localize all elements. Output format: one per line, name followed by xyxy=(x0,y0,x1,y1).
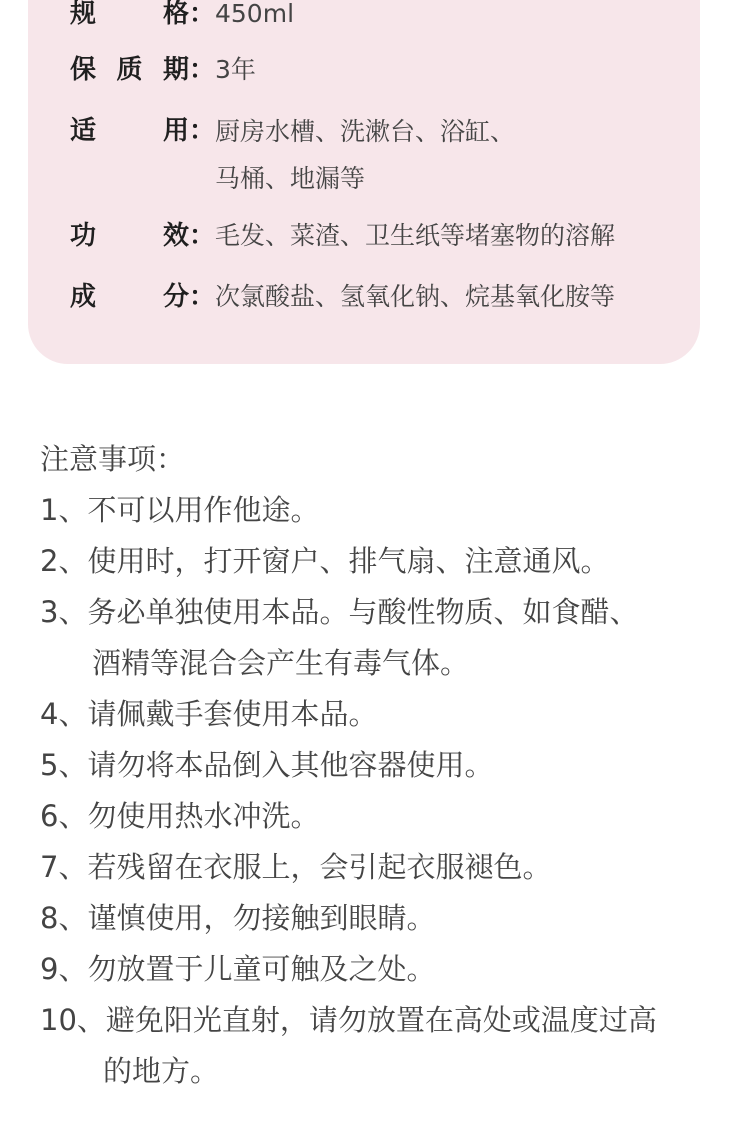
spec-label-char: 分 xyxy=(162,282,189,312)
note-item: 3、务必单独使用本品。与酸性物质、如食醋、 xyxy=(40,595,639,629)
note-item: 6、勿使用热水冲洗。 xyxy=(40,799,320,833)
note-item: 7、若残留在衣服上，会引起衣服褪色。 xyxy=(40,850,552,884)
spec-label-char: 功 xyxy=(70,221,97,251)
spec-value-shelf-life: 3年 xyxy=(215,55,256,84)
spec-label-ingredients xyxy=(70,280,215,314)
spec-label-effect xyxy=(70,219,215,253)
spec-label-char: 格 xyxy=(162,0,189,29)
spec-value-usage xyxy=(215,108,515,202)
spec-row-size xyxy=(70,0,294,31)
note-item-continuation: 的地方。 xyxy=(103,1054,220,1088)
spec-value-size: 450ml xyxy=(215,0,295,28)
spec-label-colon: ： xyxy=(188,282,215,312)
spec-label-colon: ： xyxy=(188,116,215,146)
spec-label-char: 质 xyxy=(116,55,143,85)
note-item: 8、谨慎使用，勿接触到眼睛。 xyxy=(40,901,436,935)
spec-label-char: 期 xyxy=(162,55,189,85)
note-item-continuation: 酒精等混合会产生有毒气体。 xyxy=(92,646,470,680)
spec-label-colon: ： xyxy=(188,221,215,251)
spec-value-line: 厨房水槽、洗漱台、浴缸、 xyxy=(215,117,516,146)
note-item: 10、避免阳光直射，请勿放置在高处或温度过高 xyxy=(40,1003,657,1037)
spec-label-shelf-life xyxy=(70,53,215,87)
spec-value-line: 马桶、地漏等 xyxy=(215,164,366,193)
note-item: 5、请勿将本品倒入其他容器使用。 xyxy=(40,748,494,782)
spec-label-colon: ： xyxy=(188,55,215,85)
notes-title: 注意事项： xyxy=(40,442,186,476)
note-item: 1、不可以用作他途。 xyxy=(40,493,320,527)
spec-label-char: 效 xyxy=(162,221,189,251)
spec-label-colon: ： xyxy=(188,0,215,29)
spec-value-ingredients: 次氯酸盐、氢氧化钠、烷基氧化胺等 xyxy=(215,282,616,311)
spec-row-ingredients xyxy=(70,280,615,314)
spec-label-size xyxy=(70,0,215,31)
spec-row-usage xyxy=(70,114,515,202)
spec-label-char: 适 xyxy=(70,116,97,146)
spec-label-char: 保 xyxy=(70,55,97,85)
spec-row-shelf-life xyxy=(70,53,256,87)
note-item: 4、请佩戴手套使用本品。 xyxy=(40,697,378,731)
spec-label-char: 成 xyxy=(70,282,97,312)
spec-value-effect: 毛发、菜渣、卫生纸等堵塞物的溶解 xyxy=(215,221,616,250)
note-item: 9、勿放置于儿童可触及之处。 xyxy=(40,952,436,986)
spec-row-effect xyxy=(70,219,615,253)
note-item: 2、使用时，打开窗户、排气扇、注意通风。 xyxy=(40,544,610,578)
spec-label-char: 规 xyxy=(70,0,97,29)
spec-label-char: 用 xyxy=(162,116,189,146)
spec-label-usage xyxy=(70,114,215,148)
